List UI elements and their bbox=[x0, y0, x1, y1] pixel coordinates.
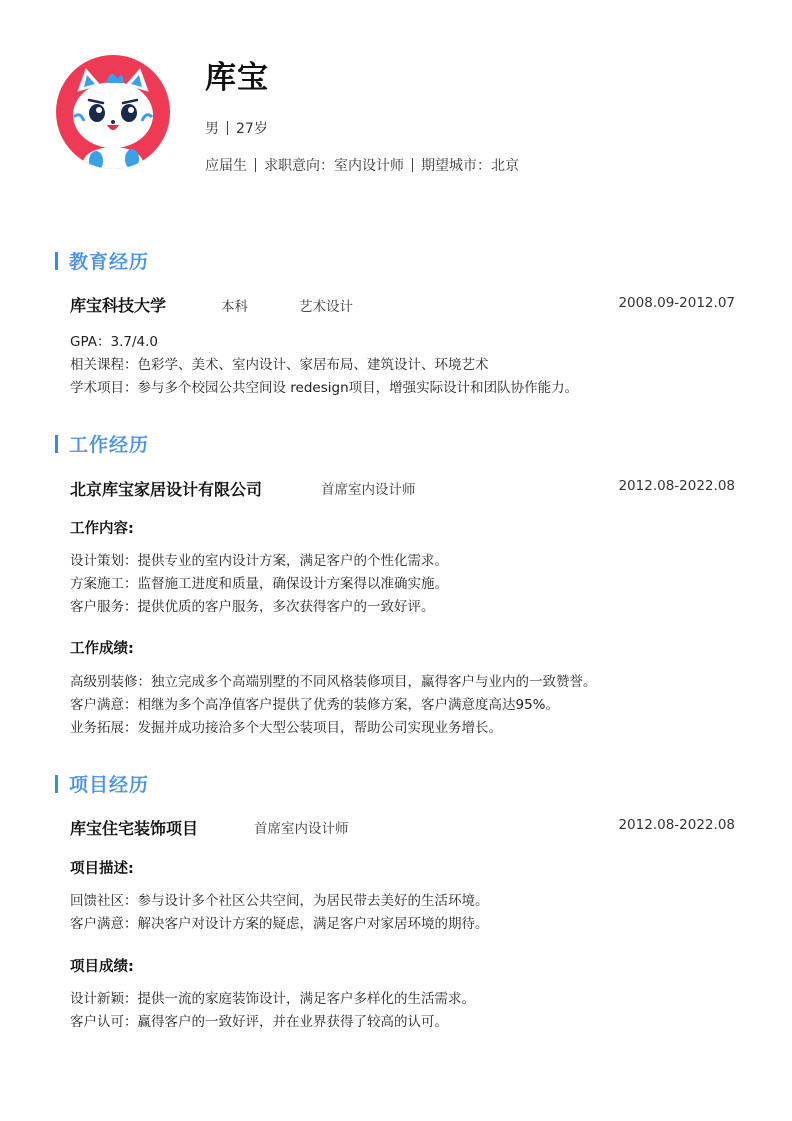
school-name: 库宝科技大学 bbox=[70, 296, 167, 315]
section-title: 教育经历 bbox=[69, 251, 150, 273]
status: 应届生 bbox=[205, 158, 247, 174]
avatar bbox=[56, 55, 170, 169]
divider bbox=[227, 121, 228, 135]
divider bbox=[412, 158, 413, 172]
job-intent: 求职意向：室内设计师 bbox=[264, 158, 404, 174]
work-result-line: 业务拓展：发掘并成功接洽多个大型公装项目，帮助公司实现业务增长。 bbox=[70, 720, 502, 736]
work-result-line: 客户满意：相继为多个高净值客户提供了优秀的装修方案，客户满意度高达95%。 bbox=[70, 697, 560, 713]
education-dates: 2008.09-2012.07 bbox=[618, 295, 735, 311]
project-results-heading: 项目成绩: bbox=[70, 959, 134, 975]
age: 27岁 bbox=[236, 121, 268, 137]
section-accent-bar bbox=[55, 252, 58, 270]
mascot-cat-avatar-icon bbox=[56, 55, 170, 169]
work-result-line: 高级别装修：独立完成多个高端别墅的不同风格装修项目，赢得客户与业内的一致赞誉。 bbox=[70, 674, 597, 690]
education-detail-line: 学术项目：参与多个校园公共空间设 redesign项目，增强实际设计和团队协作能力。 bbox=[70, 380, 579, 396]
work-content-line: 设计策划：提供专业的室内设计方案，满足客户的个性化需求。 bbox=[70, 553, 448, 569]
project-result-line: 客户认可：赢得客户的一致好评，并在业界获得了较高的认可。 bbox=[70, 1014, 448, 1030]
divider bbox=[255, 158, 256, 172]
work-content-line: 客户服务：提供优质的客户服务，多次获得客户的一致好评。 bbox=[70, 599, 435, 615]
education-section-heading bbox=[55, 247, 149, 274]
work-section-heading bbox=[55, 430, 149, 457]
project-desc-line: 客户满意：解决客户对设计方案的疑虑，满足客户对家居环境的期待。 bbox=[70, 916, 489, 932]
project-section-heading bbox=[55, 770, 149, 797]
company-name: 北京库宝家居设计有限公司 bbox=[70, 480, 263, 499]
section-title: 工作经历 bbox=[69, 434, 150, 456]
project-result-line: 设计新颖：提供一流的家庭装饰设计，满足客户多样化的生活需求。 bbox=[70, 991, 475, 1007]
education-detail-line: 相关课程：色彩学、美术、室内设计、家居布局、建筑设计、环境艺术 bbox=[70, 357, 489, 373]
gender: 男 bbox=[205, 121, 219, 137]
section-title: 项目经历 bbox=[69, 774, 150, 796]
project-name: 库宝住宅装饰项目 bbox=[70, 819, 199, 838]
expected-city: 期望城市：北京 bbox=[421, 158, 519, 174]
section-accent-bar bbox=[55, 435, 58, 453]
project-desc-line: 回馈社区：参与设计多个社区公共空间，为居民带去美好的生活环境。 bbox=[70, 893, 489, 909]
job-intent-row bbox=[205, 155, 519, 175]
project-dates: 2012.08-2022.08 bbox=[618, 817, 735, 833]
major: 艺术设计 bbox=[299, 299, 353, 315]
project-role: 首席室内设计师 bbox=[254, 821, 349, 837]
section-accent-bar bbox=[55, 775, 58, 793]
work-dates: 2012.08-2022.08 bbox=[618, 478, 735, 494]
job-role: 首席室内设计师 bbox=[321, 482, 416, 498]
degree: 本科 bbox=[221, 299, 248, 315]
basic-info-row bbox=[205, 118, 268, 138]
candidate-name: 库宝 bbox=[205, 60, 269, 96]
work-content-line: 方案施工：监督施工进度和质量，确保设计方案得以准确实施。 bbox=[70, 576, 448, 592]
work-content-heading: 工作内容: bbox=[70, 521, 134, 537]
education-detail-line: GPA：3.7/4.0 bbox=[70, 334, 158, 350]
work-results-heading: 工作成绩: bbox=[70, 641, 134, 657]
project-desc-heading: 项目描述: bbox=[70, 861, 134, 877]
